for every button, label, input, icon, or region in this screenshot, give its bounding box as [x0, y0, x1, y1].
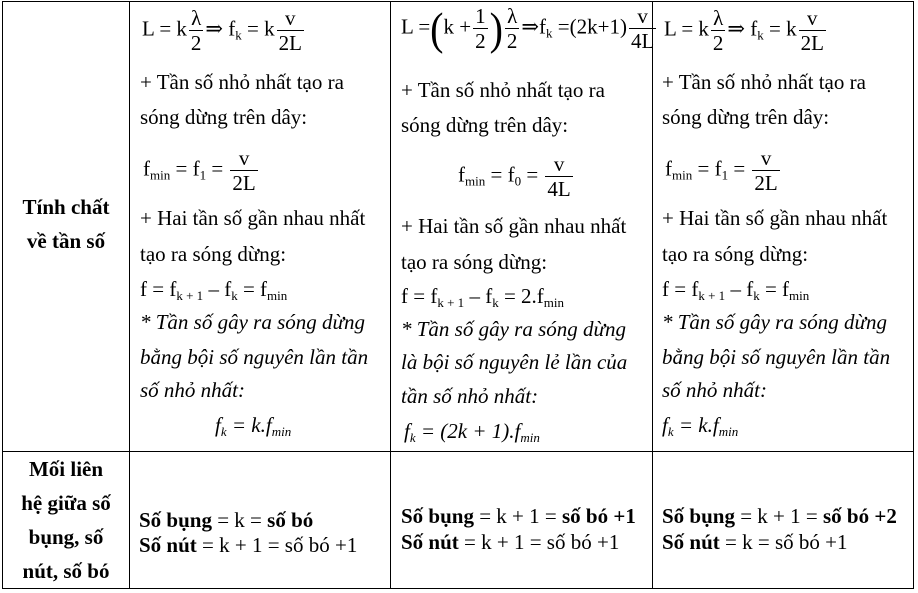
row1-header-line2: về tần số — [26, 229, 106, 253]
col2-note-a: * Tần số gây ra sóng dừng — [401, 317, 626, 341]
col2-note-c: tần số nhỏ nhất: — [401, 384, 539, 408]
col3-plus1b: sóng dừng trên dây: — [662, 105, 830, 129]
col3-plus2b: tạo ra sóng dừng: — [662, 242, 809, 266]
col2-note-b: là bội số nguyên lẻ lần của — [401, 350, 628, 374]
col2-plus1a: + Tần số nhỏ nhất tạo ra — [401, 78, 605, 102]
col-divider-3 — [652, 1, 653, 589]
row2-header-line4: nút, số bó — [22, 559, 110, 583]
row2-header — [4, 452, 128, 588]
col3-plus1a: + Tần số nhỏ nhất tạo ra — [662, 70, 866, 94]
col3-note-c: số nhỏ nhất: — [662, 378, 767, 402]
row-divider — [2, 451, 914, 452]
col1-note-a: * Tần số gây ra sóng dừng — [140, 310, 365, 334]
col1-formula: L = k $\frac{\lambda}{2}$ ⇒ $f_k = k$ $\frac{v}{2L}$ — [142, 6, 302, 55]
col2-result: $f_k = (2k + 1).f_{min}$ — [404, 419, 540, 445]
col3-result: $f_k = k.f_{min}$ — [662, 413, 739, 439]
col2-plus2b: tạo ra sóng dừng: — [401, 250, 548, 274]
col1-plus1a: + Tần số nhỏ nhất tạo ra — [140, 70, 344, 94]
col3-formula: L = k $\frac{\lambda}{2}$ ⇒ $f_k = k$ $\frac{v}{2L}$ — [664, 6, 824, 55]
col3-note-a: * Tần số gây ra sóng dừng — [662, 310, 887, 334]
row2-col2-line1: Số bụng = k + 1 = số bó +1 — [401, 504, 636, 528]
col1-fmin: $f_{min} = f_1$ = $\frac{v}{2L}$ — [143, 146, 256, 195]
row1-header — [4, 190, 128, 258]
col1-result: $f_k = k.f_{min}$ — [215, 413, 292, 439]
row2-col1-line1: Số bụng = k = số bó — [139, 508, 314, 532]
col1-plus1b: sóng dừng trên dây: — [140, 105, 308, 129]
col3-diff: $f = f_{k + 1} - f_k = f_{min}$ — [662, 277, 810, 303]
row2-col3-line2: Số nút = k = số bó +1 — [662, 530, 848, 554]
col2-plus1b: sóng dừng trên dây: — [401, 113, 569, 137]
row1-header-line1: Tính chất — [22, 195, 110, 219]
row2-col3-line1: Số bụng = k + 1 = số bó +2 — [662, 504, 897, 528]
col-divider-1 — [129, 1, 130, 589]
col3-fmin: $f_{min} = f_1$ = $\frac{v}{2L}$ — [665, 146, 778, 195]
row2-header-line3: bụng, số — [28, 525, 104, 549]
col1-plus2a: + Hai tần số gần nhau nhất — [140, 206, 366, 230]
col2-formula: L =(k + $\frac{1}{2}$ ) $\frac{\lambda}{2}$ $\Rightarrow f_k =(2k+1)$ $\frac{v}{4L}$ — [401, 2, 655, 55]
col1-plus2b: tạo ra sóng dừng: — [140, 242, 287, 266]
col-divider-2 — [390, 1, 391, 589]
col3-note-b: bằng bội số nguyên lần tần — [662, 345, 891, 369]
col1-diff: $f = f_{k + 1} - f_k = f_{min}$ — [140, 277, 288, 303]
row2-col1-line2: Số nút = k + 1 = số bó +1 — [139, 533, 358, 557]
col2-plus2a: + Hai tần số gần nhau nhất — [401, 214, 627, 238]
col2-diff: $f = f_{k + 1} - f_k = 2.f_{min}$ — [401, 284, 565, 310]
row2-header-line1: Mối liên — [28, 457, 104, 481]
row2-col2-line2: Số nút = k + 1 = số bó +1 — [401, 530, 620, 554]
col2-fmin: $f_{min} = f_0$ = $\frac{v}{4L}$ — [458, 152, 571, 201]
col1-note-c: số nhỏ nhất: — [140, 378, 245, 402]
col1-note-b: bằng bội số nguyên lần tần — [140, 345, 369, 369]
col3-plus2a: + Hai tần số gần nhau nhất — [662, 206, 888, 230]
row2-header-line2: hệ giữa số — [21, 491, 111, 515]
